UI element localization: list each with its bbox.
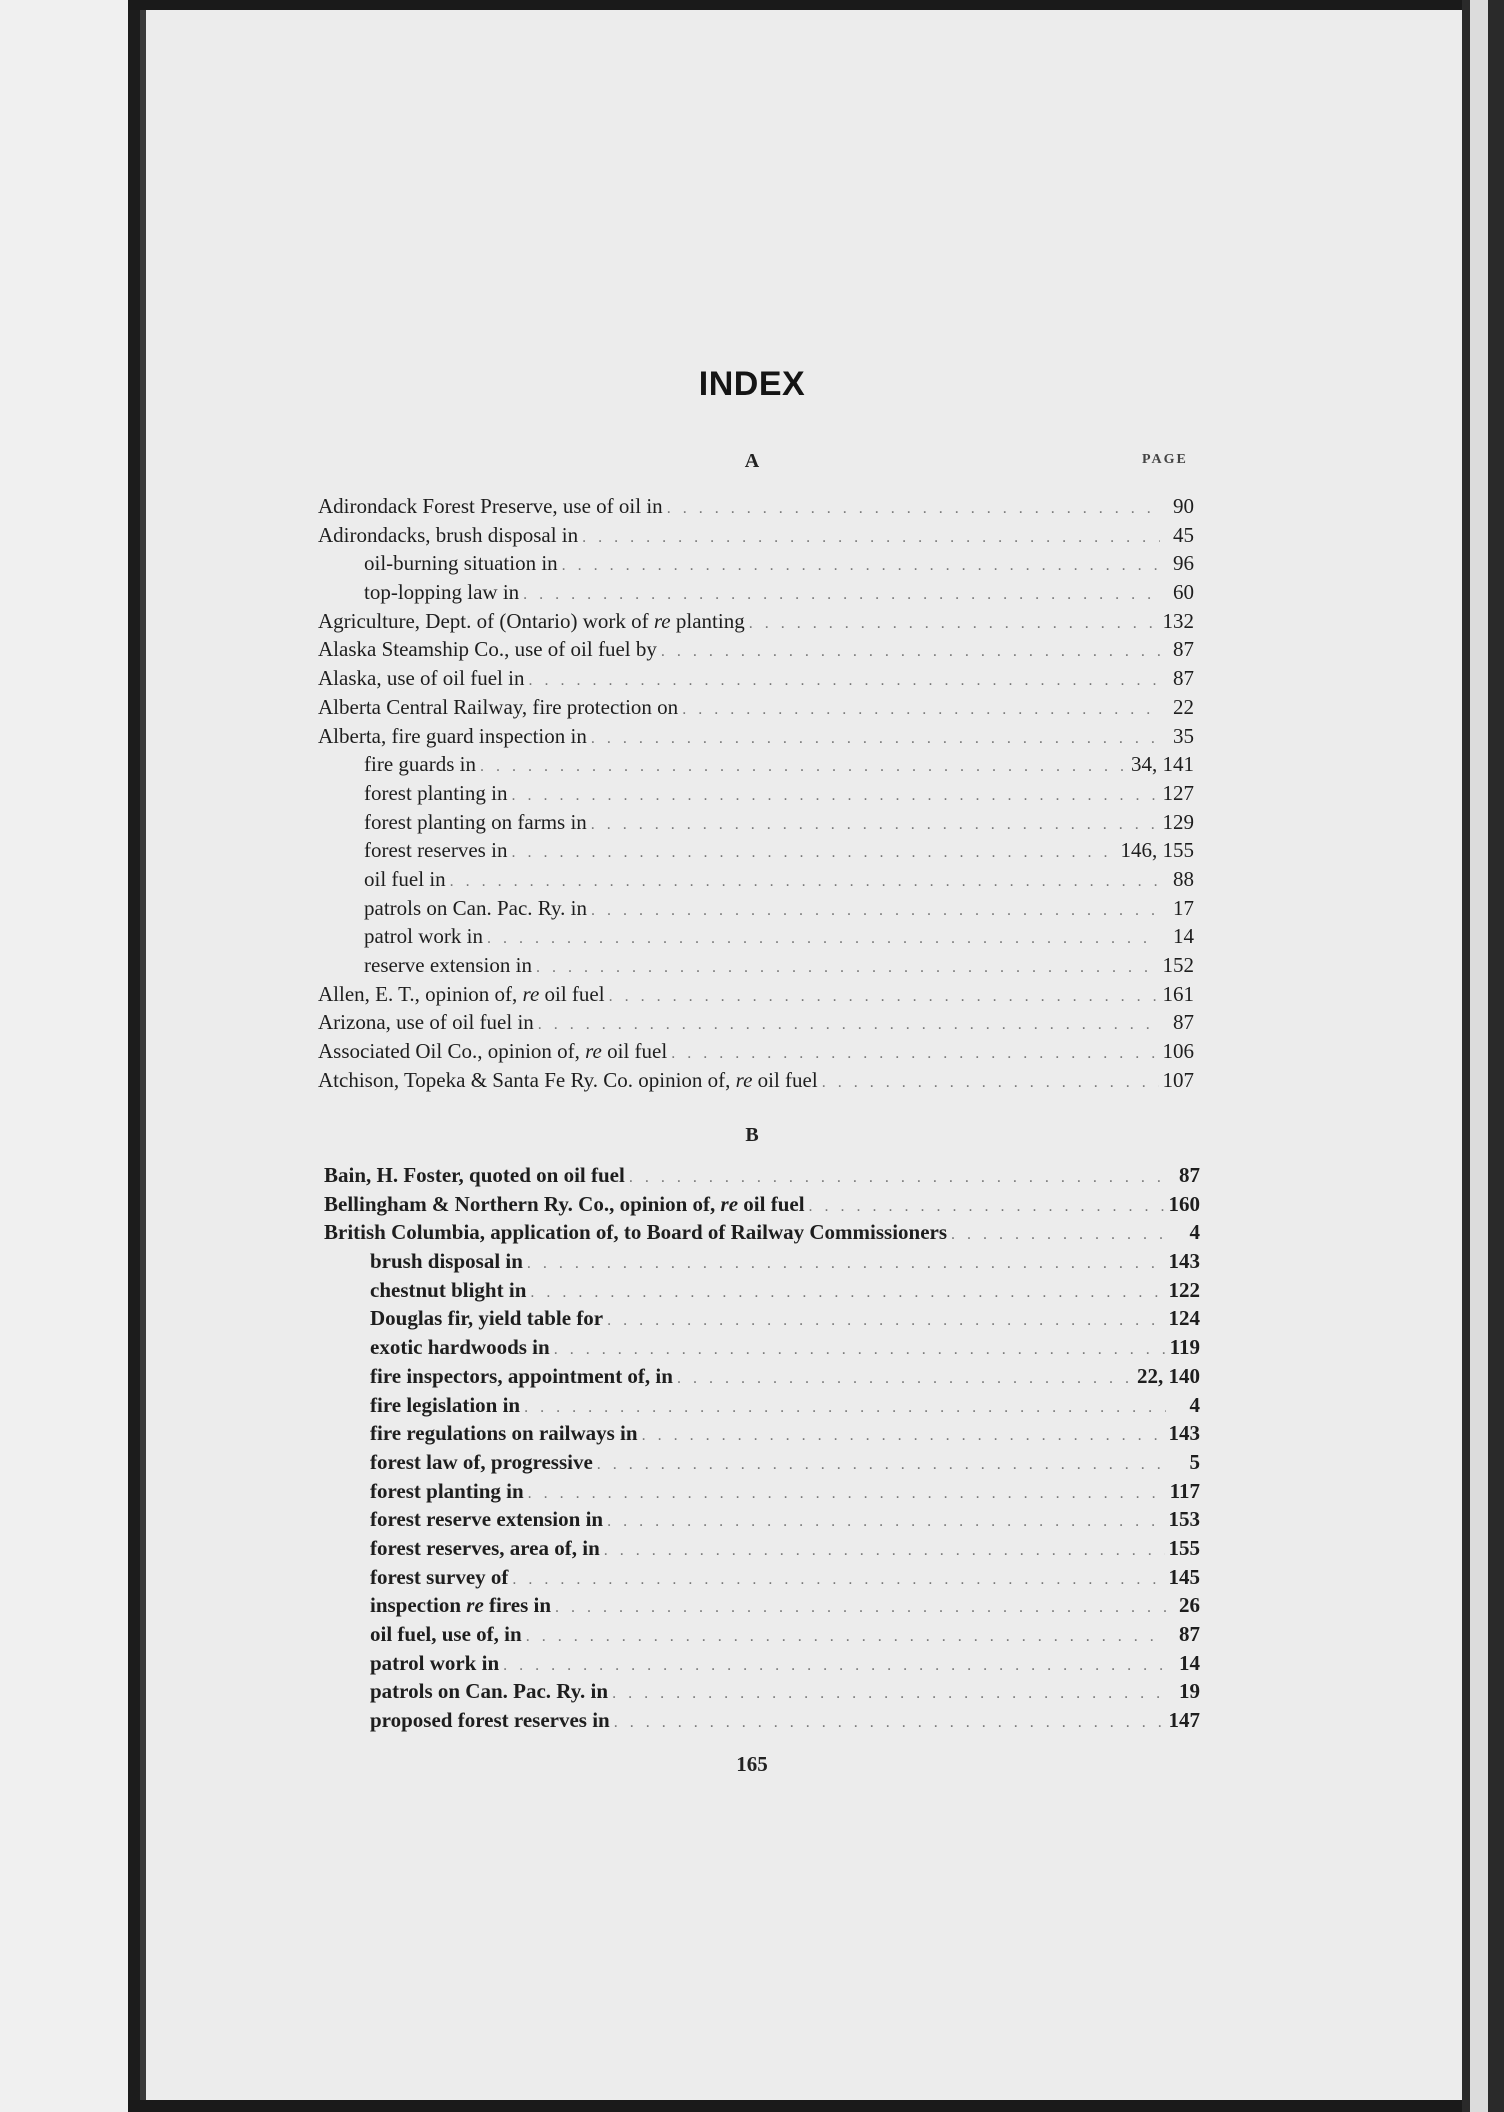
dot-leader: [511, 782, 1158, 811]
index-entry: [318, 578, 1194, 607]
dot-leader: [524, 1394, 1166, 1423]
index-list-a: [318, 492, 1194, 1094]
entry-text: fire guards in: [364, 752, 476, 777]
entry-text: fire inspectors, appointment of, in: [370, 1363, 673, 1388]
index-entry: [324, 1190, 1200, 1219]
entry-page-number: 161: [1162, 981, 1194, 1006]
dot-leader: [554, 1336, 1166, 1365]
index-entry: [324, 1620, 1200, 1649]
entry-page-number: 122: [1168, 1277, 1200, 1302]
index-entry: [324, 1448, 1200, 1477]
dot-leader: [538, 1011, 1160, 1040]
entry-page-number: 88: [1173, 866, 1194, 891]
index-entry: [318, 664, 1194, 693]
index-list-b: [324, 1161, 1200, 1735]
index-entry: [318, 808, 1194, 837]
entry-text: patrols on Can. Pac. Ry. in: [364, 895, 587, 920]
entry-text: reserve extension in: [364, 953, 532, 977]
dot-leader: [749, 610, 1159, 639]
dot-leader: [671, 1040, 1158, 1069]
entry-page-number: 132: [1162, 608, 1194, 633]
dot-leader: [677, 1365, 1133, 1394]
entry-page-number: 160: [1168, 1191, 1200, 1216]
dot-leader: [591, 897, 1160, 926]
entry-page-number: 106: [1162, 1039, 1194, 1064]
index-entry: [318, 951, 1194, 980]
index-entry: [318, 750, 1194, 779]
entry-page-number: 117: [1169, 1478, 1200, 1503]
index-entry: [324, 1677, 1200, 1706]
entry-text: patrol work in: [364, 924, 483, 949]
index-entry: [324, 1391, 1200, 1420]
index-entry: [324, 1419, 1200, 1448]
entry-page-number: 4: [1189, 1220, 1200, 1245]
entry-page-number: 107: [1162, 1067, 1194, 1092]
index-entry: [318, 836, 1194, 865]
dot-leader: [682, 696, 1160, 725]
dot-leader: [612, 1680, 1166, 1709]
index-entry: [324, 1304, 1200, 1333]
entry-page-number: 153: [1168, 1507, 1200, 1532]
entry-text: oil fuel, use of, in: [370, 1622, 522, 1646]
dot-leader: [607, 1508, 1164, 1537]
index-entry: [324, 1333, 1200, 1362]
entry-page-number: 22, 140: [1137, 1363, 1200, 1388]
index-entry: [318, 1008, 1194, 1037]
dot-leader: [450, 868, 1160, 897]
index-entry: [318, 722, 1194, 751]
entry-page-number: 87: [1179, 1163, 1200, 1187]
entry-text: Bellingham & Northern Ry. Co., opinion of, re oil fuel: [324, 1191, 805, 1216]
index-entry: [324, 1706, 1200, 1735]
dot-leader: [555, 1594, 1166, 1623]
dot-leader: [822, 1069, 1159, 1098]
dot-leader: [480, 753, 1127, 782]
entry-text: forest law of, progressive: [370, 1449, 593, 1474]
entry-text: Alaska Steamship Co., use of oil fuel by: [318, 637, 657, 662]
entry-text: forest planting in: [364, 780, 508, 805]
index-entry: [324, 1591, 1200, 1620]
index-entry: [318, 922, 1194, 951]
entry-text: Alaska, use of oil fuel in: [318, 666, 525, 691]
entry-page-number: 146, 155: [1120, 838, 1194, 863]
dot-leader: [642, 1422, 1165, 1451]
entry-text: forest planting on farms in: [364, 809, 587, 834]
index-entry: [324, 1534, 1200, 1563]
dot-leader: [526, 1623, 1166, 1652]
dot-leader: [487, 925, 1160, 954]
entry-page-number: 96: [1173, 551, 1194, 576]
entry-text: Alberta Central Railway, fire protection on: [318, 694, 679, 719]
entry-text: proposed forest reserves in: [370, 1708, 610, 1733]
entry-text: Douglas fir, yield table for: [370, 1306, 604, 1331]
dot-leader: [661, 638, 1160, 667]
dot-leader: [607, 1307, 1164, 1336]
dot-leader: [597, 1451, 1166, 1480]
page-title: INDEX: [698, 365, 806, 403]
entry-page-number: 87: [1179, 1622, 1200, 1646]
entry-page-number: 22: [1173, 694, 1194, 719]
entry-text: forest survey of: [370, 1564, 509, 1589]
entry-text: Associated Oil Co., opinion of, re oil fuel: [318, 1039, 668, 1064]
index-entry: [324, 1563, 1200, 1592]
facing-page-edge: [0, 0, 128, 2112]
entry-text: Allen, E. T., opinion of, re oil fuel: [318, 981, 605, 1006]
dot-leader: [951, 1221, 1166, 1250]
entry-page-number: 14: [1179, 1650, 1200, 1675]
index-entry: [318, 779, 1194, 808]
entry-text: inspection re fires in: [370, 1593, 552, 1618]
entry-page-number: 87: [1173, 637, 1194, 662]
dot-leader: [614, 1709, 1165, 1738]
entry-page-number: 34, 141: [1131, 752, 1194, 777]
entry-page-number: 155: [1168, 1535, 1200, 1560]
entry-text: patrol work in: [370, 1650, 500, 1675]
index-entry: [318, 693, 1194, 722]
entry-text: top-lopping law in: [364, 580, 520, 605]
entry-page-number: 35: [1173, 723, 1194, 748]
entry-page-number: 19: [1179, 1679, 1200, 1704]
scan-border-bottom: [128, 2100, 1462, 2112]
dot-leader: [562, 552, 1160, 581]
index-entry: [318, 635, 1194, 664]
dot-leader: [530, 1279, 1164, 1308]
entry-text: forest reserve extension in: [370, 1507, 604, 1532]
entry-page-number: 147: [1168, 1708, 1200, 1733]
entry-text: Adirondack Forest Preserve, use of oil in: [318, 494, 663, 518]
entry-text: forest reserves, area of, in: [370, 1535, 600, 1560]
dot-leader: [528, 1480, 1166, 1509]
dot-leader: [536, 954, 1159, 983]
entry-page-number: 14: [1173, 924, 1194, 949]
index-entry: [318, 549, 1194, 578]
dot-leader: [604, 1537, 1165, 1566]
dot-leader: [667, 495, 1160, 524]
entry-text: oil-burning situation in: [364, 551, 558, 576]
index-entry: [324, 1505, 1200, 1534]
entry-page-number: 4: [1189, 1392, 1200, 1417]
dot-leader: [503, 1652, 1166, 1681]
entry-text: fire legislation in: [370, 1392, 521, 1417]
index-entry: [318, 492, 1194, 521]
index-entry: [318, 980, 1194, 1009]
dot-leader: [511, 839, 1116, 868]
dot-leader: [527, 1250, 1165, 1279]
index-entry: [318, 521, 1194, 550]
entry-text: chestnut blight in: [370, 1277, 527, 1302]
entry-text: Arizona, use of oil fuel in: [318, 1010, 534, 1035]
dot-leader: [809, 1193, 1165, 1222]
dot-leader: [591, 725, 1160, 754]
section-letter-a: A: [744, 450, 760, 472]
dot-leader: [591, 811, 1159, 840]
index-entry: [318, 1066, 1194, 1095]
entry-text: brush disposal in: [370, 1249, 523, 1274]
entry-text: Atchison, Topeka & Santa Fe Ry. Co. opinion of, re oil fuel: [318, 1067, 818, 1092]
index-entry: [324, 1161, 1200, 1190]
dot-leader: [629, 1164, 1166, 1193]
index-entry: [324, 1649, 1200, 1678]
entry-text: Adirondacks, brush disposal in: [318, 522, 579, 547]
entry-page-number: 87: [1173, 1010, 1194, 1035]
entry-text: exotic hardwoods in: [370, 1335, 550, 1360]
entry-text: oil fuel in: [364, 866, 446, 891]
dot-leader: [528, 667, 1160, 696]
entry-page-number: 60: [1173, 580, 1194, 605]
entry-page-number: 127: [1162, 780, 1194, 805]
index-entry: [324, 1477, 1200, 1506]
index-entry: [324, 1276, 1200, 1305]
entry-page-number: 45: [1173, 522, 1194, 547]
entry-text: forest reserves in: [364, 838, 508, 863]
entry-page-number: 143: [1168, 1249, 1200, 1274]
entry-page-number: 152: [1162, 953, 1194, 977]
entry-text: British Columbia, application of, to Board of Railway Commissioners: [324, 1220, 948, 1245]
entry-text: forest planting in: [370, 1478, 524, 1503]
entry-page-number: 145: [1168, 1564, 1200, 1589]
index-entry: [318, 865, 1194, 894]
entry-page-number: 119: [1169, 1335, 1200, 1360]
page-column-label: PAGE: [1142, 452, 1188, 467]
entry-page-number: 143: [1168, 1421, 1200, 1446]
entry-text: fire regulations on railways in: [370, 1421, 638, 1446]
index-entry: [324, 1362, 1200, 1391]
entry-page-number: 17: [1173, 895, 1194, 920]
entry-page-number: 26: [1179, 1593, 1200, 1618]
entry-page-number: 124: [1168, 1306, 1200, 1331]
dot-leader: [609, 983, 1159, 1012]
section-letter-b: B: [745, 1124, 759, 1146]
page-edge-right: [1462, 0, 1504, 2112]
dot-leader: [523, 581, 1160, 610]
index-entry: [318, 607, 1194, 636]
index-entry: [324, 1218, 1200, 1247]
index-entry: [318, 894, 1194, 923]
entry-text: Bain, H. Foster, quoted on oil fuel: [324, 1163, 625, 1187]
scan-border-top: [128, 0, 1462, 10]
entry-page-number: 90: [1173, 494, 1194, 518]
entry-text: Agriculture, Dept. of (Ontario) work of re planting: [318, 608, 745, 633]
dot-leader: [512, 1566, 1164, 1595]
page-number: 165: [736, 1752, 768, 1776]
entry-page-number: 129: [1162, 809, 1194, 834]
entry-page-number: 87: [1173, 666, 1194, 691]
index-entry: [324, 1247, 1200, 1276]
entry-text: Alberta, fire guard inspection in: [318, 723, 587, 748]
entry-text: patrols on Can. Pac. Ry. in: [370, 1679, 609, 1704]
entry-page-number: 5: [1189, 1449, 1200, 1474]
dot-leader: [582, 524, 1160, 553]
index-entry: [318, 1037, 1194, 1066]
